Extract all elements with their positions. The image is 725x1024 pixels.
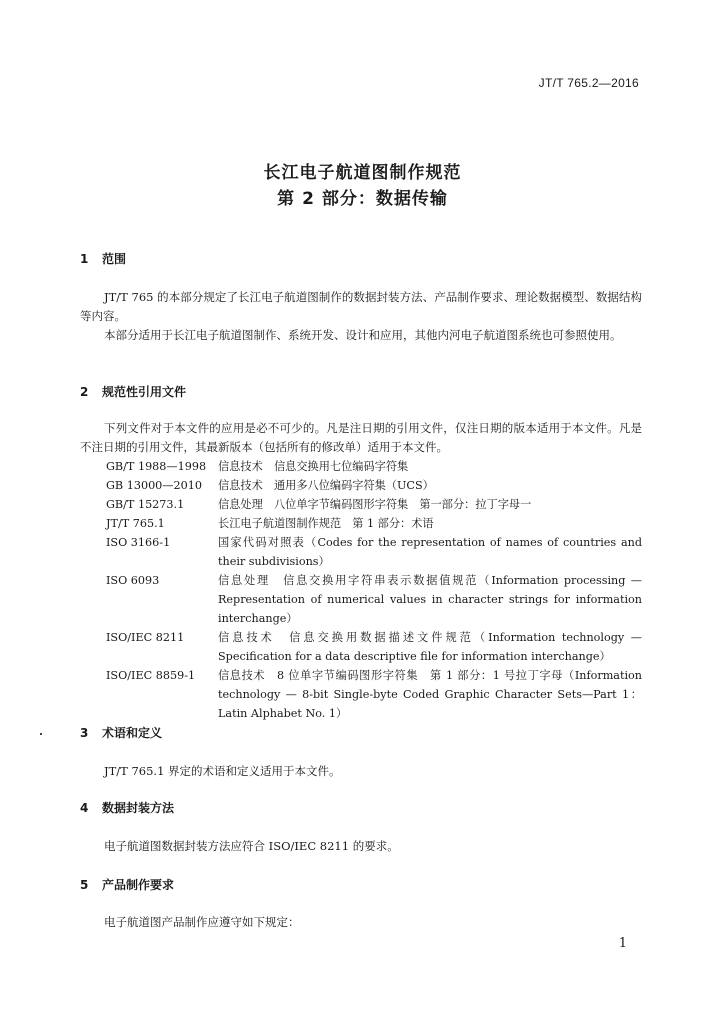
document-subtitle: 第 2 部分：数据传输 [277, 189, 448, 209]
reference-code: ISO 3166-1 [106, 536, 171, 549]
section-2-paragraph-1: 下列文件对于本文件的应用是必不可少的。凡是注日期的引用文件，仅注日期的版本适用于本文件。凡是不注日期的引用文件，其最新版本（包括所有的修改单）适用于本文件。 [80, 421, 642, 454]
reference-code: GB/T 1988—1998 [106, 460, 207, 473]
reference-item [106, 514, 642, 533]
section-5-heading [80, 876, 174, 893]
reference-title: 长江电子航道图制作规范 第 1 部分：术语 [218, 517, 434, 530]
reference-title: 信息技术 通用多八位编码字符集（UCS） [218, 479, 434, 492]
reference-item [106, 495, 642, 514]
reference-code: GB/T 15273.1 [106, 498, 185, 511]
section-number: 2 [80, 385, 89, 399]
section-1-paragraph-2: 本部分适用于长江电子航道图制作、系统开发、设计和应用，其他内河电子航道图系统也可参照使用。 [104, 328, 622, 342]
reference-title: 信息处理 八位单字节编码图形字符集 第一部分：拉丁字母一 [218, 498, 532, 511]
reference-code: ISO/IEC 8211 [106, 631, 185, 644]
reference-code: ISO/IEC 8859-1 [106, 669, 196, 682]
section-number: 3 [80, 726, 89, 740]
section-1-heading [80, 250, 126, 267]
section-3-heading [80, 724, 162, 741]
reference-list [106, 457, 642, 723]
section-title: 数据封装方法 [102, 801, 175, 815]
reference-title: 信息技术 信息交换用数据描述文件规范（Information technology — Specification for a data descriptive file for information interchange） [218, 631, 642, 663]
section-5-paragraph-1: 电子航道图产品制作应遵守如下规定： [104, 915, 300, 929]
standard-code: JT/T 765.2—2016 [538, 76, 639, 90]
margin-mark [40, 733, 42, 735]
reference-code: GB 13000—2010 [106, 479, 202, 492]
reference-item [106, 476, 642, 495]
reference-title: 国家代码对照表（Codes for the representation of names of countries and their subdivisions） [218, 536, 642, 568]
reference-title: 信息技术 信息交换用七位编码字符集 [218, 460, 409, 473]
section-number: 5 [80, 878, 89, 892]
section-number: 4 [80, 801, 89, 815]
section-4-heading [80, 799, 174, 816]
reference-title: 信息处理 信息交换用字符串表示数据值规范（Information processing — Representation of numerical values in character strings for information interchange） [218, 574, 642, 625]
page-number: 1 [618, 936, 627, 951]
section-4-paragraph-1: 电子航道图数据封装方法应符合 ISO/IEC 8211 的要求。 [104, 839, 399, 853]
section-1-paragraph-1: JT/T 765 的本部分规定了长江电子航道图制作的数据封装方法、产品制作要求、理论数据模型、数据结构等内容。 [80, 290, 642, 323]
document-title: 长江电子航道图制作规范 [263, 163, 462, 183]
reference-code: ISO 6093 [106, 574, 160, 587]
section-number: 1 [80, 252, 89, 266]
section-title: 范围 [102, 252, 127, 266]
reference-item [106, 533, 642, 571]
reference-title: 信息技术 8 位单字节编码图形字符集 第 1 部分：1 号拉丁字母（Information technology — 8-bit Single-byte Coded Graphic Character Sets—Part 1：Latin Alphabet No. 1） [218, 669, 642, 720]
reference-item [106, 571, 642, 628]
section-title: 术语和定义 [102, 726, 163, 740]
reference-item [106, 628, 642, 666]
reference-item [106, 666, 642, 723]
section-2-heading [80, 383, 186, 400]
section-3-paragraph-1: JT/T 765.1 界定的术语和定义适用于本文件。 [104, 764, 341, 778]
section-title: 规范性引用文件 [102, 385, 187, 399]
reference-item [106, 457, 642, 476]
section-title: 产品制作要求 [102, 878, 175, 892]
reference-code: JT/T 765.1 [106, 517, 165, 530]
